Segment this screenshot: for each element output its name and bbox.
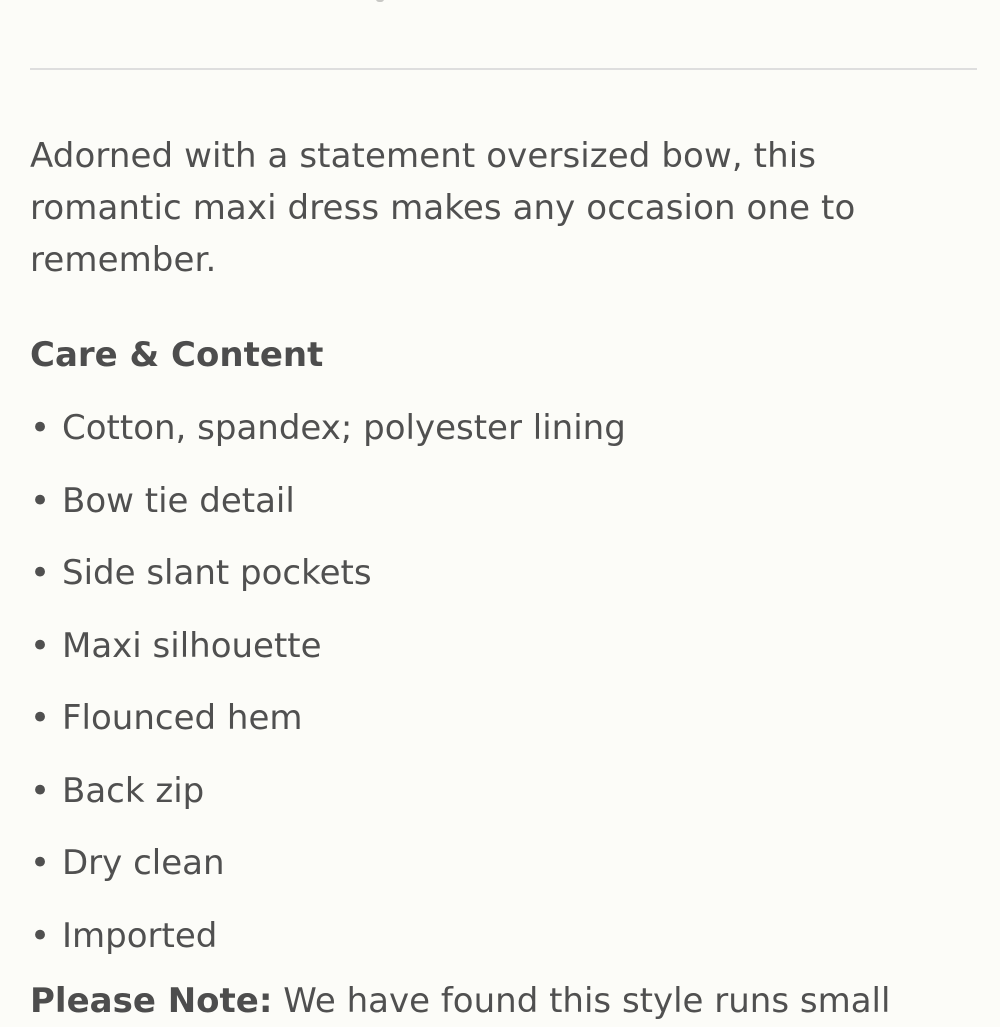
care-list-item xyxy=(30,692,626,765)
sizing-note-label: Please Note: xyxy=(30,981,273,1021)
care-item-text: Flounced hem xyxy=(62,698,303,738)
bullet-icon: • xyxy=(30,770,51,811)
care-item-text: Side slant pockets xyxy=(62,553,372,593)
section-divider xyxy=(30,68,977,70)
care-list-item xyxy=(30,620,626,693)
care-list-item xyxy=(30,765,626,838)
bullet-icon: • xyxy=(30,625,51,666)
care-content-list xyxy=(30,402,626,982)
cropped-glyph-fragment xyxy=(376,0,384,2)
care-item-text: Imported xyxy=(62,915,218,956)
bullet-icon: • xyxy=(30,698,51,738)
care-list-item xyxy=(30,910,626,983)
bullet-icon: • xyxy=(30,843,51,883)
care-item-text: Bow tie detail xyxy=(62,480,295,521)
sizing-note-text: We have found this style runs small xyxy=(283,981,891,1021)
bullet-icon: • xyxy=(30,480,51,521)
care-item-text: Dry clean xyxy=(62,843,225,883)
care-list-item xyxy=(30,547,626,620)
care-list-item xyxy=(30,402,626,475)
care-item-text: Back zip xyxy=(62,770,205,811)
care-item-text: Cotton, spandex; polyester lining xyxy=(62,408,626,448)
bullet-icon: • xyxy=(30,408,51,448)
care-list-item xyxy=(30,475,626,548)
product-description: Adorned with a statement oversized bow, this romantic maxi dress makes any occasion one to remember. xyxy=(30,136,856,280)
bullet-icon: • xyxy=(30,553,51,593)
sizing-note xyxy=(30,975,1000,1021)
care-content-heading: Care & Content xyxy=(30,335,324,375)
care-list-item xyxy=(30,837,626,910)
care-item-text: Maxi silhouette xyxy=(62,625,322,666)
bullet-icon: • xyxy=(30,915,51,956)
top-cropped-content xyxy=(0,0,1000,20)
